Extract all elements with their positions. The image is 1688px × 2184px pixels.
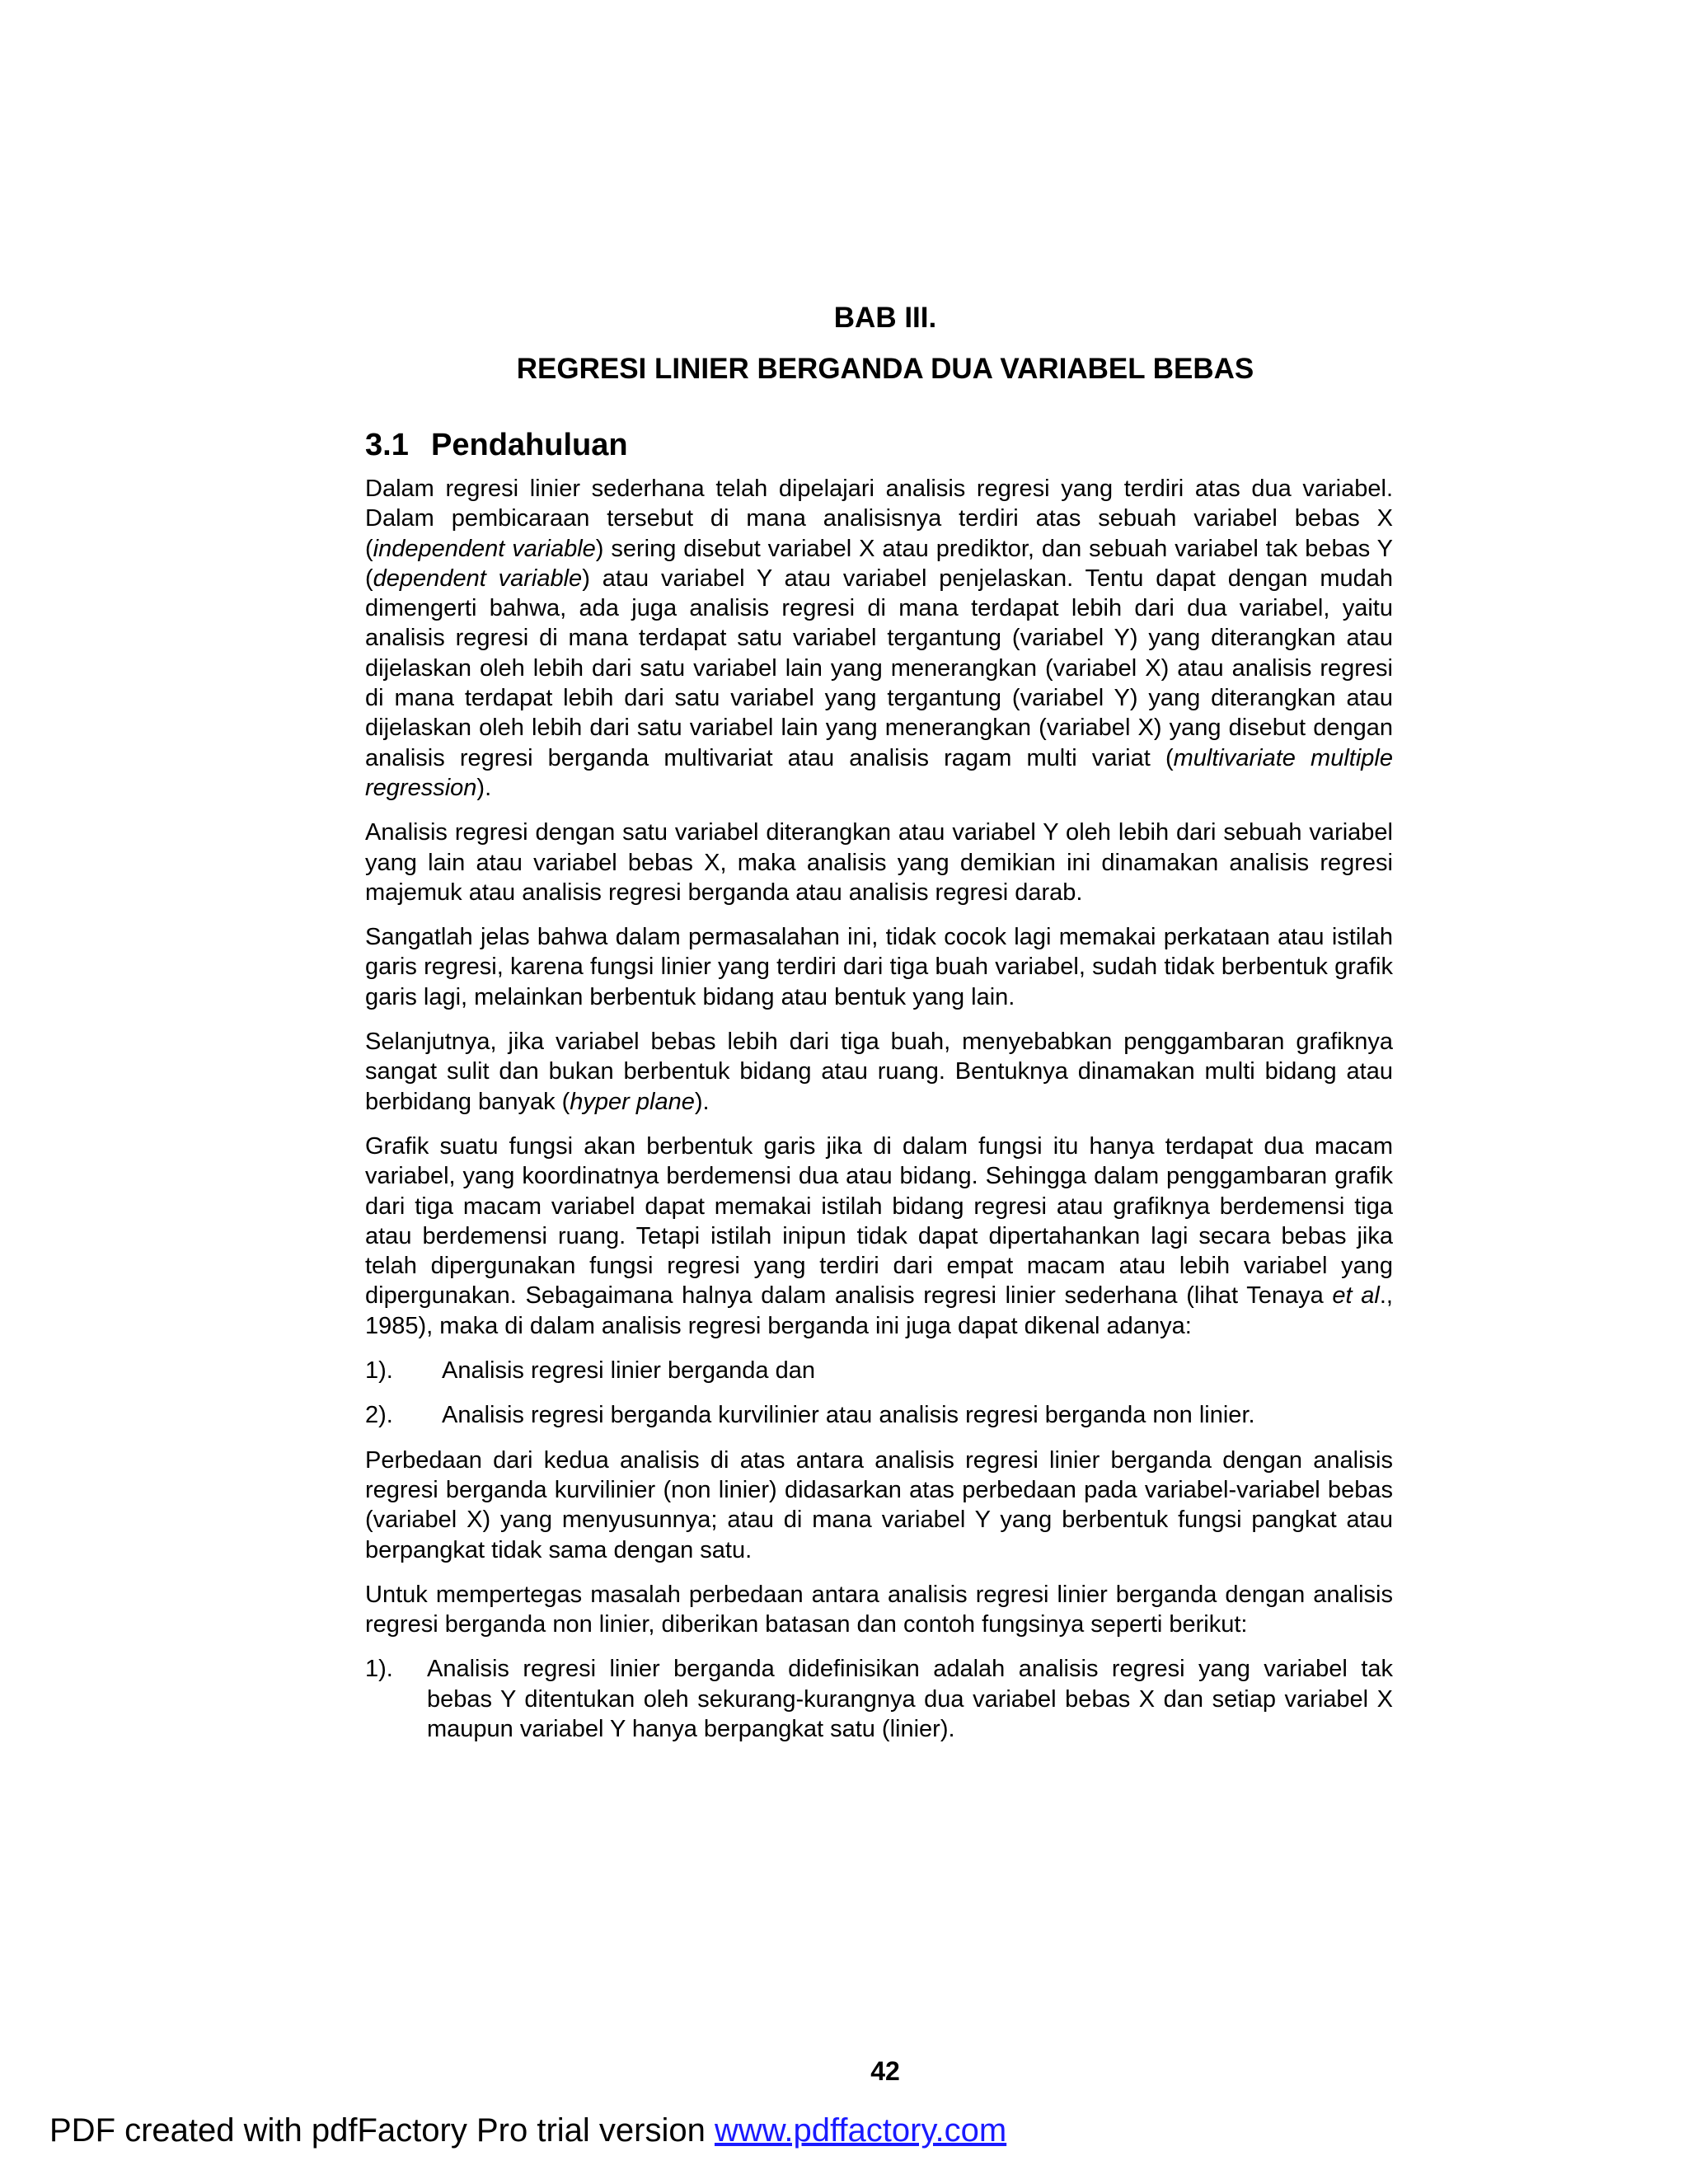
paragraph-4-text-c: ).: [694, 1088, 710, 1115]
footer-text: PDF created with pdfFactory Pro trial version: [49, 2112, 715, 2149]
paragraph-4-italic-term: hyper plane: [570, 1088, 695, 1115]
paragraph-1-italic-term-2: dependent variable: [373, 565, 583, 592]
paragraph-7: Untuk mempertegas masalah perbedaan antara analisis regresi linier berganda dengan analisis regresi berganda non linier, diberikan batasan dan contoh fungsinya seperti berikut:: [365, 1581, 1393, 1638]
paragraph-1: [365, 474, 1393, 803]
paragraph-4-text-a: Selanjutnya, jika variabel bebas lebih dari tiga buah, menyebabkan penggambaran grafiknya sangat sulit dan bukan berbentuk bidang atau ruang. Bentuknya dinamakan multi bidang atau berbidang banyak (: [365, 1029, 1393, 1115]
definition-marker: 1).: [365, 1656, 393, 1683]
paragraph-1-text-g: ).: [476, 774, 492, 801]
footer-link[interactable]: www.pdffactory.com: [714, 2112, 1007, 2149]
list-item: [365, 1400, 1393, 1430]
paragraph-5-italic-term: et al: [1332, 1282, 1380, 1310]
chapter-heading: [0, 293, 1688, 395]
section-number: 3.1: [365, 428, 409, 462]
list-item-marker: 1).: [365, 1357, 393, 1385]
definition-item: [365, 1654, 1393, 1744]
body-text: [365, 474, 1393, 1744]
definition-text: Analisis regresi linier berganda didefinisikan adalah analisis regresi yang variabel tak bebas Y ditentukan oleh sekurang-kurangnya dua variabel bebas X dan setiap variabel X maupun variabel Y hanya berpangkat satu (linier).: [427, 1656, 1393, 1742]
paragraph-1-text-e: ) atau variabel Y atau variabel penjelaskan. Tentu dapat dengan mudah dimengerti bahwa, ada juga analisis regresi di mana terdapat lebih dari dua variabel, yaitu analisis regresi di mana terdapat satu variabel tergantung (variabel Y) yang diterangkan atau dijelaskan oleh lebih dari satu variabel lain yang menerangkan (variabel X) atau analisis regresi di mana terdapat lebih dari satu variabel yang tergantung (variabel Y) yang diterangkan atau dijelaskan oleh lebih dari satu variabel lain yang menerangkan (variabel X) yang disebut dengan analisis regresi berganda multivariat atau analisis ragam multi variat (: [365, 565, 1394, 771]
paragraph-2: Analisis regresi dengan satu variabel diterangkan atau variabel Y oleh lebih dari sebuah variabel yang lain atau variabel bebas X, maka analisis yang demikian ini dinamakan analisis regresi majemuk atau analisis regresi berganda atau analisis regresi darab.: [365, 819, 1393, 906]
pdf-watermark-footer: [49, 2110, 1006, 2151]
paragraph-5-text-a: Grafik suatu fungsi akan berbentuk garis jika di dalam fungsi itu hanya terdapat dua macam variabel, yang koordinatnya berdemensi dua atau bidang. Sehingga dalam penggambaran grafik dari tiga macam variabel dapat memakai istilah bidang regresi atau grafiknya berdemensi tiga atau berdemensi ruang. Tetapi istilah inipun tidak dapat dipertahankan lagi secara bebas jika telah dipergunakan fungsi regresi yang terdiri dari empat macam atau lebih variabel yang dipergunakan. Sebagaimana halnya dalam analisis regresi linier sederhana (lihat Tenaya: [365, 1132, 1393, 1310]
page-number: 42: [870, 2056, 900, 2086]
chapter-title: REGRESI LINIER BERGANDA DUA VARIABEL BEBAS: [516, 353, 1254, 385]
list-item-text: Analisis regresi berganda kurvilinier atau analisis regresi berganda non linier.: [442, 1402, 1255, 1429]
paragraph-1-italic-term-1: independent variable: [373, 535, 596, 562]
paragraph-1-text-a: Dalam regresi linier sederhana telah dipelajari analisis regresi yang terdiri atas dua variabel. Dalam pembicaraan tersebut di mana analisisnya terdiri atas sebuah variabel bebas X (: [365, 476, 1393, 562]
chapter-number: BAB III.: [833, 302, 937, 334]
list-item-text: Analisis regresi linier berganda dan: [442, 1357, 815, 1385]
section-title: Pendahuluan: [431, 428, 628, 462]
list-item-marker: 2).: [365, 1402, 393, 1429]
paragraph-1-italic-term-3: multivariate multiple regression: [365, 744, 1393, 801]
paragraph-3: Sangatlah jelas bahwa dalam permasalahan ini, tidak cocok lagi memakai perkataan atau istilah garis regresi, karena fungsi linier yang terdiri dari tiga buah variabel, sudah tidak berbentuk grafik garis lagi, melainkan berbentuk bidang atau bentuk yang lain.: [365, 924, 1393, 1010]
paragraph-5-text-c: ., 1985), maka di dalam analisis regresi berganda ini juga dapat dikenal adanya:: [365, 1282, 1393, 1339]
paragraph-6: Perbedaan dari kedua analisis di atas antara analisis regresi linier berganda dengan analisis regresi berganda kurvilinier (non linier) didasarkan atas perbedaan pada variabel-variabel bebas (variabel X) yang menyusunnya; atau di mana variabel Y yang berbentuk fungsi pangkat atau berpangkat tidak sama dengan satu.: [365, 1446, 1393, 1563]
paragraph-4: [365, 1027, 1393, 1117]
list-item: [365, 1356, 1393, 1385]
paragraph-1-text-c: ) sering disebut variabel X atau prediktor, dan sebuah variabel tak bebas Y (: [365, 535, 1393, 592]
paragraph-5: [365, 1132, 1393, 1341]
section-heading: [365, 422, 628, 468]
